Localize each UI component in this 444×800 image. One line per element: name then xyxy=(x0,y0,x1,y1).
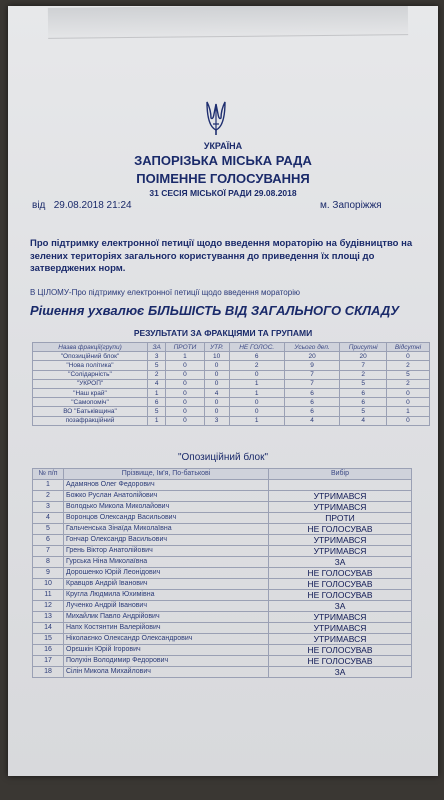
faction-name: "Нова політика" xyxy=(33,361,148,370)
member-row xyxy=(33,490,412,501)
member-number: 9 xyxy=(33,567,64,578)
member-number: 7 xyxy=(33,545,64,556)
faction-name: ВО "Батьківщина" xyxy=(33,407,148,416)
faction-value: 0 xyxy=(386,388,429,397)
faction-value: 0 xyxy=(204,407,229,416)
faction-value: 4 xyxy=(204,388,229,397)
faction-value: 0 xyxy=(204,361,229,370)
faction-name: "УКРОП" xyxy=(33,379,148,388)
vote-date xyxy=(32,200,132,211)
member-vote: УТРИМАВСЯ xyxy=(269,501,412,512)
faction-value: 4 xyxy=(148,379,166,388)
faction-value: 20 xyxy=(340,352,387,361)
faction-value: 2 xyxy=(148,370,166,379)
member-vote: УТРИМАВСЯ xyxy=(269,633,412,644)
member-row xyxy=(33,556,412,567)
member-vote: ЗА xyxy=(269,666,412,677)
member-header-row xyxy=(33,469,412,480)
col-not-voted: НЕ ГОЛОС. xyxy=(229,343,284,352)
member-row xyxy=(33,633,412,644)
member-number: 4 xyxy=(33,512,64,523)
member-name: Кравцов Андрій Іванович xyxy=(64,578,269,589)
member-name: Гурська Ніна Миколаївна xyxy=(64,556,269,567)
faction-value: 0 xyxy=(166,388,204,397)
faction-value: 4 xyxy=(284,416,340,425)
faction-value: 7 xyxy=(284,379,340,388)
faction-value: 2 xyxy=(229,361,284,370)
col-choice: Вибір xyxy=(269,469,412,480)
member-row xyxy=(33,622,412,633)
faction-value: 5 xyxy=(148,361,166,370)
member-number: 5 xyxy=(33,523,64,534)
member-row xyxy=(33,600,412,611)
member-vote: УТРИМАВСЯ xyxy=(269,622,412,633)
member-number: 17 xyxy=(33,655,64,666)
member-row xyxy=(33,545,412,556)
member-number: 12 xyxy=(33,600,64,611)
faction-value: 6 xyxy=(340,388,387,397)
faction-results-table xyxy=(32,342,430,426)
city-label: м. Запоріжжя xyxy=(320,200,382,211)
member-row xyxy=(33,611,412,622)
member-vote xyxy=(269,479,412,490)
col-present: Присутні xyxy=(340,343,387,352)
member-vote: НЕ ГОЛОСУВАВ xyxy=(269,523,412,534)
member-number: 15 xyxy=(33,633,64,644)
date-prefix: від xyxy=(32,200,46,211)
faction-row xyxy=(33,352,430,361)
faction-value: 6 xyxy=(284,407,340,416)
faction-value: 1 xyxy=(229,379,284,388)
member-name: Володько Микола Миколайович xyxy=(64,501,269,512)
faction-name: позафракційний xyxy=(33,416,148,425)
faction-value: 0 xyxy=(386,398,429,407)
member-row xyxy=(33,578,412,589)
faction-value: 0 xyxy=(229,370,284,379)
member-vote: НЕ ГОЛОСУВАВ xyxy=(269,644,412,655)
faction-value: 3 xyxy=(204,416,229,425)
faction-name: "Самопоміч" xyxy=(33,398,148,407)
col-against: ПРОТИ xyxy=(166,343,204,352)
member-name: Ніколаєнко Олександр Олександрович xyxy=(64,633,269,644)
whole-vote-line: В ЦІЛОМУ-Про підтримку електронної петиції щодо введення мораторію xyxy=(30,288,300,297)
faction-value: 0 xyxy=(166,361,204,370)
faction-value: 5 xyxy=(340,407,387,416)
faction-name: "Опозиційний блок" xyxy=(33,352,148,361)
member-vote: ЗА xyxy=(269,600,412,611)
faction-value: 0 xyxy=(229,398,284,407)
member-name: Божко Руслан Анатолійович xyxy=(64,490,269,501)
faction-value: 1 xyxy=(386,407,429,416)
faction-value: 0 xyxy=(166,407,204,416)
faction-table-title: РЕЗУЛЬТАТИ ЗА ФРАКЦІЯМИ ТА ГРУПАМИ xyxy=(133,328,313,338)
group-title: "Опозиційний блок" xyxy=(177,452,269,463)
faction-value: 0 xyxy=(386,352,429,361)
country-label: УКРАЇНА xyxy=(203,141,243,151)
member-vote: НЕ ГОЛОСУВАВ xyxy=(269,578,412,589)
faction-row xyxy=(33,361,430,370)
col-number: № п/п xyxy=(33,469,64,480)
member-name: Дорошенко Юрій Леонідович xyxy=(64,567,269,578)
faction-value: 2 xyxy=(386,379,429,388)
faction-value: 3 xyxy=(148,352,166,361)
faction-value: 0 xyxy=(204,370,229,379)
faction-value: 0 xyxy=(386,416,429,425)
member-name: Полухін Володимир Федорович xyxy=(64,655,269,666)
faction-value: 6 xyxy=(148,398,166,407)
faction-value: 5 xyxy=(340,379,387,388)
faction-value: 5 xyxy=(386,370,429,379)
member-row xyxy=(33,479,412,490)
faction-value: 7 xyxy=(284,370,340,379)
member-votes-table xyxy=(32,468,412,678)
col-abstain: УТР. xyxy=(204,343,229,352)
member-vote: УТРИМАВСЯ xyxy=(269,490,412,501)
member-vote: УТРИМАВСЯ xyxy=(269,545,412,556)
tape-strip xyxy=(48,6,408,39)
faction-value: 6 xyxy=(284,398,340,407)
faction-value: 6 xyxy=(340,398,387,407)
faction-value: 0 xyxy=(204,398,229,407)
date-value: 29.08.2018 21:24 xyxy=(53,200,132,211)
faction-value: 0 xyxy=(166,379,204,388)
faction-header-row xyxy=(33,343,430,352)
member-number: 8 xyxy=(33,556,64,567)
session-label: 31 СЕСІЯ МІСЬКОЇ РАДИ 29.08.2018 xyxy=(149,188,297,198)
decision-text: Рішення ухвалює БІЛЬШІСТЬ ВІД ЗАГАЛЬНОГО СКЛАДУ xyxy=(30,303,400,318)
member-row xyxy=(33,644,412,655)
faction-value: 0 xyxy=(166,416,204,425)
faction-value: 6 xyxy=(284,388,340,397)
member-name: Гальченська Зінаїда Миколаївна xyxy=(64,523,269,534)
member-name: Сілін Микола Михайлович xyxy=(64,666,269,677)
faction-value: 10 xyxy=(204,352,229,361)
faction-row xyxy=(33,407,430,416)
member-number: 16 xyxy=(33,644,64,655)
member-name: Лученко Андрій Іванович xyxy=(64,600,269,611)
faction-value: 0 xyxy=(166,398,204,407)
member-number: 18 xyxy=(33,666,64,677)
council-name: ЗАПОРІЗЬКА МІСЬКА РАДА xyxy=(134,153,312,168)
member-vote: ЗА xyxy=(269,556,412,567)
faction-value: 1 xyxy=(229,388,284,397)
document-sheet xyxy=(8,6,438,776)
faction-value: 5 xyxy=(148,407,166,416)
faction-row xyxy=(33,388,430,397)
member-vote: УТРИМАВСЯ xyxy=(269,534,412,545)
faction-value: 1 xyxy=(166,352,204,361)
member-name: Кругла Людмила Юхимівна xyxy=(64,589,269,600)
faction-value: 0 xyxy=(229,407,284,416)
member-row xyxy=(33,567,412,578)
faction-row xyxy=(33,398,430,407)
faction-row xyxy=(33,370,430,379)
member-vote: НЕ ГОЛОСУВАВ xyxy=(269,567,412,578)
member-name: Напх Костянтин Валерійович xyxy=(64,622,269,633)
member-name: Гончар Олександр Васильович xyxy=(64,534,269,545)
trident-emblem-icon xyxy=(206,100,226,136)
faction-value: 2 xyxy=(386,361,429,370)
member-name: Орєшкін Юрій Ігорович xyxy=(64,644,269,655)
member-name: Адамянов Олег Федорович xyxy=(64,479,269,490)
member-number: 13 xyxy=(33,611,64,622)
col-total: Усього деп. xyxy=(284,343,340,352)
member-name: Михайлик Павло Андрійович xyxy=(64,611,269,622)
faction-row xyxy=(33,379,430,388)
member-row xyxy=(33,655,412,666)
member-number: 3 xyxy=(33,501,64,512)
member-name: Грень Віктор Анатолійович xyxy=(64,545,269,556)
member-name: Воронцов Олександр Васильович xyxy=(64,512,269,523)
faction-value: 1 xyxy=(229,416,284,425)
member-row xyxy=(33,589,412,600)
col-for: ЗА xyxy=(148,343,166,352)
faction-value: 0 xyxy=(204,379,229,388)
faction-name: "Наш край" xyxy=(33,388,148,397)
col-full-name: Прізвище, Ім'я, По-батькові xyxy=(64,469,269,480)
member-vote: НЕ ГОЛОСУВАВ xyxy=(269,589,412,600)
member-vote: НЕ ГОЛОСУВАВ xyxy=(269,655,412,666)
faction-value: 2 xyxy=(340,370,387,379)
member-number: 1 xyxy=(33,479,64,490)
faction-value: 4 xyxy=(340,416,387,425)
faction-value: 1 xyxy=(148,388,166,397)
member-number: 14 xyxy=(33,622,64,633)
member-row xyxy=(33,501,412,512)
member-number: 6 xyxy=(33,534,64,545)
member-number: 11 xyxy=(33,589,64,600)
member-row xyxy=(33,534,412,545)
faction-value: 20 xyxy=(284,352,340,361)
member-row xyxy=(33,512,412,523)
faction-value: 1 xyxy=(148,416,166,425)
faction-value: 7 xyxy=(340,361,387,370)
col-faction-name: Назва фракції(групи) xyxy=(33,343,148,352)
member-vote: ПРОТИ xyxy=(269,512,412,523)
faction-value: 0 xyxy=(166,370,204,379)
question-text: Про підтримку електронної петиції щодо введення мораторію на будівництво на зелених територіях загального користування до приведення їх площі до затверджених норм. xyxy=(30,238,413,274)
faction-value: 9 xyxy=(284,361,340,370)
col-absent: Відсутні xyxy=(386,343,429,352)
faction-value: 6 xyxy=(229,352,284,361)
faction-name: "Солідарність" xyxy=(33,370,148,379)
document-title: ПОІМЕННЕ ГОЛОСУВАННЯ xyxy=(136,171,310,186)
member-number: 10 xyxy=(33,578,64,589)
member-number: 2 xyxy=(33,490,64,501)
member-vote: УТРИМАВСЯ xyxy=(269,611,412,622)
faction-row xyxy=(33,416,430,425)
member-row xyxy=(33,666,412,677)
member-row xyxy=(33,523,412,534)
